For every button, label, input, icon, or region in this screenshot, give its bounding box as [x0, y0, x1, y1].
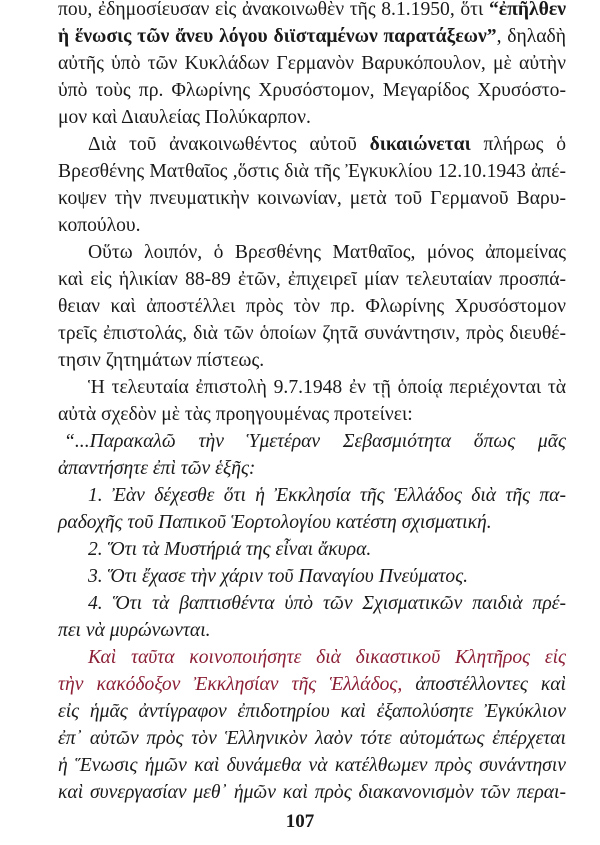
text-line: Βρεσθένης Ματθαῖος ,ὅστις διὰ τῆς Ἐγκυκλίου 12.10.1943 ἀπέ- [58, 161, 566, 182]
bold-quote: “ἐπῆλθεν [488, 0, 566, 20]
quote-line: 1. Ἐὰν δέχεσθε ὅτι ἡ Ἐκκλησία τῆς Ἑλλάδος διὰ τῆς πα- [88, 485, 566, 506]
quote-line: 4. Ὅτι τὰ βαπτισθέντα ὑπὸ τῶν Σχισματικῶν παιδιὰ πρέ- [88, 593, 566, 614]
bold-word: δικαιώνεται [369, 134, 471, 155]
text-line: Οὕτω λοιπόν, ὁ Βρεσθένης Ματθαῖος, μόνος ἀπομείνας [88, 242, 566, 263]
quote-line: ραδοχῆς τοῦ Παπικοῦ Ἑορτολογίου κατέστη σχισματική. [58, 512, 492, 533]
text-run: Διὰ τοῦ ἀνακοινωθέντος αὐτοῦ [88, 134, 370, 155]
text-run: , δηλαδὴ [496, 26, 566, 47]
text-line: αὐτὰ σχεδὸν μὲ τὰς προηγουμένας προτείνει: [58, 404, 413, 425]
text-run: ἀποστέλλοντες καὶ [402, 674, 566, 695]
text-line: θειαν καὶ ἀποστέλλει πρὸς τὸν πρ. Φλωρίνης Χρυσόστομον [58, 296, 566, 317]
text-line: μον καὶ Διαυλείας Πολύκαρπον. [58, 107, 311, 128]
quote-line: 3. Ὅτι ἔχασε τὴν χάριν τοῦ Παναγίου Πνεύματος. [88, 566, 469, 587]
text-line: τησιν ζητημάτων πίστεως. [58, 350, 265, 371]
text-run: πλήρως ὁ [470, 134, 566, 155]
highlighted-line: Καὶ ταῦτα κοινοποιήσητε διὰ δικαστικοῦ Κλητῆρος εἰς [88, 647, 566, 668]
page-number: 107 [285, 811, 315, 832]
text-line: κοψεν τὴν πνευματικὴν κοινωνίαν, μετὰ τοῦ Γερμανοῦ Βαρυ- [58, 188, 566, 209]
quote-line: ἐπ᾿ αὐτῶν πρὸς τὸν Ἑλληνικὸν λαὸν τότε αὐτομάτως ἐπέρχεται [58, 728, 566, 749]
quote-line: πει νὰ μυρώνωνται. [58, 620, 211, 641]
quote-line: ἀπαντήσητε ἐπὶ τῶν ἑξῆς: [58, 458, 256, 479]
highlighted-run: τὴν κακόδοξον Ἐκκλησίαν τῆς Ἑλλάδος, [58, 674, 403, 695]
quote-line: 2. Ὅτι τὰ Μυστήριά της εἶναι ἄκυρα. [88, 539, 372, 560]
text-line: τρεῖς ἐπιστολάς, διὰ τῶν ὁποίων ζητᾶ συνάντησιν, πρὸς διευθέ- [58, 323, 566, 344]
quote-line: “...Παρακαλῶ τὴν Ὑμετέραν Σεβασμιότητα ὅπως μᾶς [64, 431, 566, 452]
quote-line: εἰς ἡμᾶς ἀντίγραφον ἐπιδοτηρίου καὶ ἐξαπολύσητε Ἐγκύκλιον [58, 701, 566, 722]
text-run: που, ἐδημοσίευσαν εἰς ἀνακοινωθὲν τῆς 8.1.1950, ὅτι [58, 0, 489, 20]
text-line [88, 131, 566, 158]
bold-quote: ἡ ἕνωσις τῶν ἄνευ λόγου διϊσταμένων παρατάξεων” [58, 26, 497, 47]
quote-line: καὶ συνεργασίαν μεθ᾿ ἡμῶν καὶ πρὸς διακανονισμὸν τῶν περαι- [58, 782, 566, 803]
text-line [58, 0, 566, 23]
text-line: κοπούλου. [58, 215, 141, 236]
text-line [58, 23, 566, 50]
text-line: ὑπὸ τοὺς πρ. Φλωρίνης Χρυσόστομον, Μεγαρίδος Χρυσόστο- [58, 80, 566, 101]
text-line: αὐτῆς ὑπὸ τῶν Κυκλάδων Γερμανὸν Βαρυκόπουλον, μὲ αὐτὴν [58, 53, 566, 74]
text-line: καὶ εἰς ἡλικίαν 88-89 ἐτῶν, ἐπιχειρεῖ μίαν τελευταίαν προσπά- [58, 269, 566, 290]
text-line: Ἡ τελευταία ἐπιστολὴ 9.7.1948 ἐν τῇ ὁποίᾳ περιέχονται τὰ [88, 377, 566, 398]
quote-line: ἡ Ἕνωσις ἡμῶν καὶ δυνάμεθα νὰ κατέλθωμεν πρὸς συνάντησιν [58, 755, 566, 776]
quote-line [58, 671, 566, 698]
